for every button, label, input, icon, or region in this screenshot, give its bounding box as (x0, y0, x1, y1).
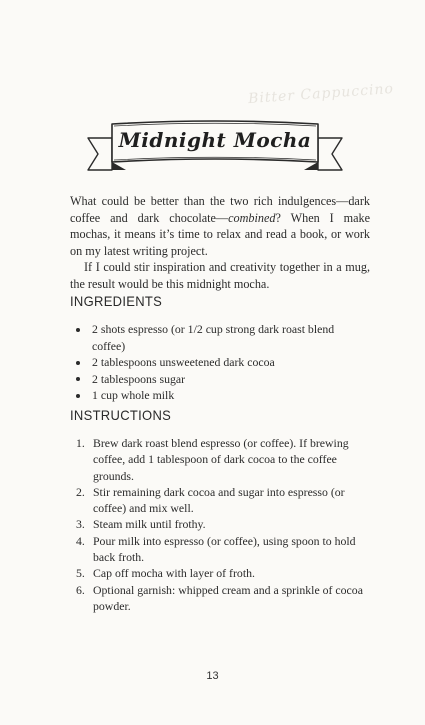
ingredient-item: 1 cup whole milk (76, 387, 366, 404)
step-number: 3. (76, 517, 85, 532)
step-number: 6. (76, 582, 85, 597)
ingredient-item: 2 tablespoons unsweetened dark cocoa (76, 354, 366, 371)
page-title: Midnight Mocha (118, 128, 312, 152)
ingredients-list (76, 321, 366, 404)
bleed-through-text: Bitter Cappuccino (247, 80, 395, 108)
bullet-icon (76, 328, 80, 332)
instruction-step: 1. Brew dark roast blend espresso (or coffee). If brewing coffee, add 1 tablespoon of dark cocoa to the coffee grounds. (76, 436, 349, 483)
instruction-step: 3. Steam milk until frothy. (76, 517, 206, 532)
step-number: 2. (76, 484, 85, 499)
bullet-icon (76, 394, 80, 398)
instruction-step: 4. Pour milk into espresso (or coffee), using spoon to hold back froth. (76, 533, 356, 565)
emphasis-combined: combined (228, 210, 276, 225)
bullet-icon (76, 377, 80, 381)
ingredient-item: 2 shots espresso (or 1/2 cup strong dark roast blend coffee) (76, 321, 366, 354)
instruction-step: 2. Stir remaining dark cocoa and sugar into espresso (or coffee) and mix well. (76, 484, 345, 516)
step-number: 4. (76, 533, 85, 548)
page-number: 13 (206, 670, 219, 682)
instructions-list (76, 435, 372, 614)
ingredients-heading: INGREDIENTS (70, 293, 163, 310)
intro-text (70, 193, 370, 292)
intro-paragraph-1: What could be better than the two rich indulgences—dark coffee and dark chocolate—combined? When I make mochas, it means it’s time to relax and read a book, or work on my latest writing project. (70, 194, 370, 258)
instruction-step: 6. Optional garnish: whipped cream and a sprinkle of cocoa powder. (76, 582, 363, 613)
ingredient-item: 2 tablespoons sugar (76, 371, 366, 388)
step-number: 5. (76, 566, 85, 581)
intro-paragraph-2: If I could stir inspiration and creativity together in a mug, the result would be this midnight mocha. (70, 260, 370, 291)
instructions-heading: INSTRUCTIONS (70, 407, 172, 424)
step-number: 1. (76, 436, 85, 450)
bullet-icon (76, 361, 80, 365)
instruction-step: 5. Cap off mocha with layer of froth. (76, 566, 255, 581)
title-banner (86, 116, 344, 178)
